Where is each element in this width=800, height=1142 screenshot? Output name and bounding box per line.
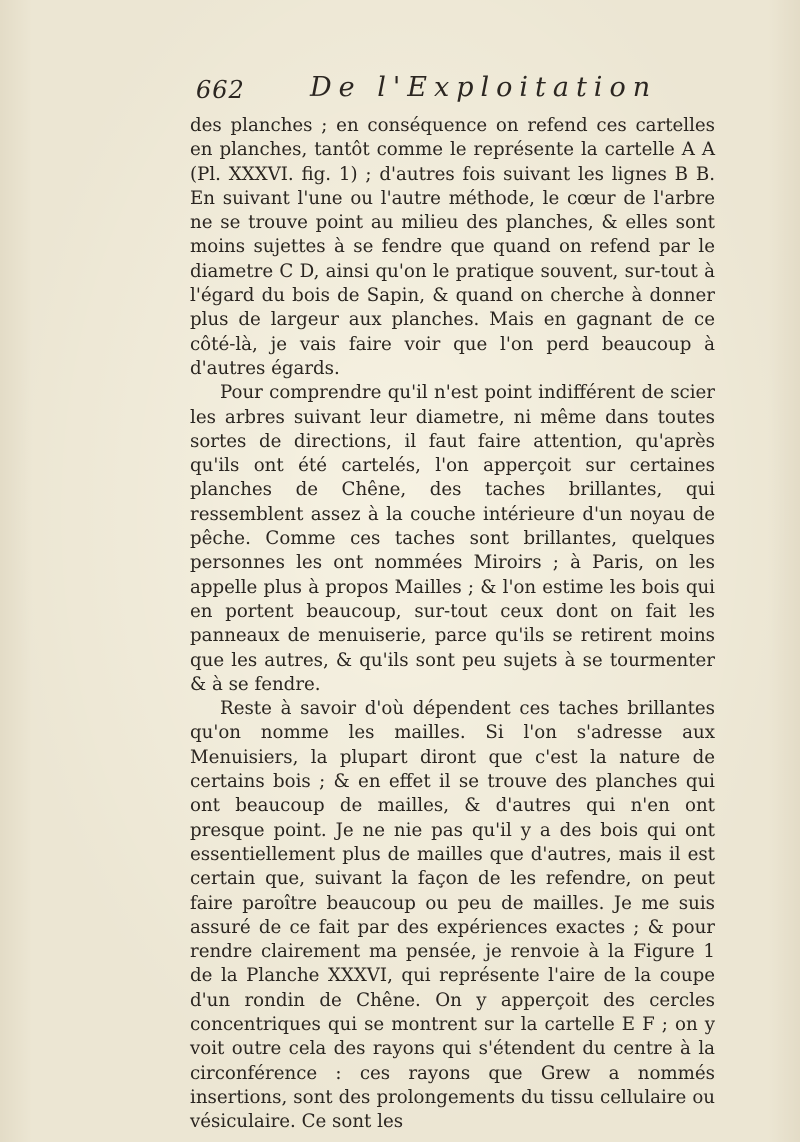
page-number: 662 <box>196 76 245 104</box>
body-text <box>190 114 715 1134</box>
paragraph-3: Reste à savoir d'où dépendent ces taches brillantes qu'on nomme les mailles. Si l'on s'adresse aux Menuisiers, la plupart diront que c'est la nature de certains bois ; & en effet il se trouve des planches qui ont beaucoup de mailles, & d'autres qui n'en ont presque point. Je ne nie pas qu'il y a des bois qui ont essentiellement plus de mailles que d'autres, mais il est certain que, suivant la façon de les refendre, on peut faire paroître beaucoup ou peu de mailles. Je me suis assuré de ce fait par des expériences exactes ; & pour rendre clairement ma pensée, je renvoie à la Figure 1 de la Planche XXXVI, qui représente l'aire de la coupe d'un rondin de Chêne. On y apperçoit des cercles concentriques qui se montrent sur la cartelle E F ; on y voit outre cela des rayons qui s'étendent du centre à la circonférence : ces rayons que Grew a nommés insertions, sont des prolongements du tissu cellulaire ou vésiculaire. Ce sont les <box>190 698 715 1133</box>
paragraph-2: Pour comprendre qu'il n'est point indifférent de scier les arbres suivant leur diametre, ni même dans toutes sortes de directions, il faut faire attention, qu'après qu'ils ont été cartelés, l'on apperçoit sur certaines planches de Chêne, des taches brillantes, qui ressemblent assez à la couche intérieure d'un noyau de pêche. Comme ces taches sont brillantes, quelques personnes les ont nommées Miroirs ; à Paris, on les appelle plus à propos Mailles ; & l'on estime les bois qui en portent beaucoup, sur-tout ceux dont on fait les panneaux de menuiserie, parce qu'ils se retirent moins que les autres, & qu'ils sont peu sujets à se tourmenter & à se fendre. <box>190 382 715 695</box>
paragraph-1: des planches ; en conséquence on refend ces cartelles en planches, tantôt comme le représente la cartelle A A (Pl. XXXVI. fig. 1) ; d'autres fois suivant les lignes B B. En suivant l'une ou l'autre méthode, le cœur de l'arbre ne se trouve point au milieu des planches, & elles sont moins sujettes à se fendre que quand on refend par le diametre C D, ainsi qu'on le pratique souvent, sur-tout à l'égard du bois de Sapin, & quand on cherche à donner plus de largeur aux planches. Mais en gagnant de ce côté-là, je vais faire voir que l'on perd beaucoup à d'autres égards. <box>190 115 715 379</box>
running-head <box>196 72 716 108</box>
running-title: De l'Exploitation <box>310 72 658 103</box>
